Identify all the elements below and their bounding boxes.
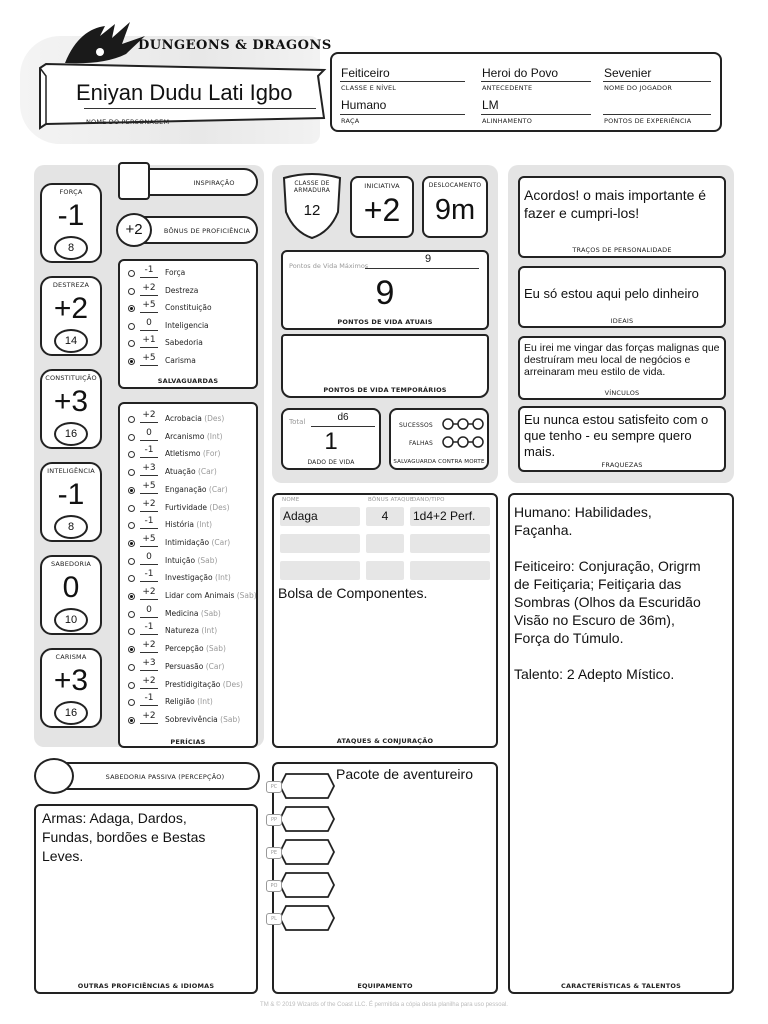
features-box bbox=[508, 493, 734, 994]
hp-max-value[interactable]: 9 bbox=[424, 253, 432, 265]
ability-modifier[interactable]: +2 bbox=[53, 292, 89, 325]
ability-label: CARISMA bbox=[55, 653, 87, 661]
saving-throw-value[interactable]: +2 bbox=[142, 282, 156, 293]
saving-throw-value[interactable]: +5 bbox=[142, 352, 156, 363]
death-saves-box bbox=[389, 408, 489, 470]
flaws-box bbox=[518, 406, 726, 472]
proficiency-dot-icon[interactable] bbox=[128, 358, 135, 365]
player-name-label: NOME DO JOGADOR bbox=[604, 84, 673, 92]
skill-attribute: (Int) bbox=[196, 520, 213, 530]
equipment-title: EQUIPAMENTO bbox=[357, 982, 413, 990]
skill-name: Atletismo bbox=[165, 449, 201, 459]
inspiration-label: INSPIRAÇÃO bbox=[193, 179, 235, 187]
coin-label: PP bbox=[266, 814, 282, 826]
bonds-text[interactable]: Eu irei me vingar das forças malignas que destruíram meu local de negócios e arreinaram meu estilo de vida. bbox=[524, 342, 720, 378]
skill-name: Lidar com Animais bbox=[165, 591, 235, 600]
character-name[interactable]: Eniyan Dudu Lati Igbo bbox=[76, 80, 293, 105]
temp-hit-points-box[interactable] bbox=[281, 334, 489, 398]
feature-line: Força do Túmulo. bbox=[514, 630, 624, 646]
skill-attribute: (Sab) bbox=[197, 555, 218, 565]
initiative-label: INICIATIVA bbox=[364, 182, 400, 190]
hp-max-line bbox=[365, 268, 479, 269]
ability-score[interactable]: 16 bbox=[54, 422, 88, 446]
player-name-line bbox=[603, 81, 711, 82]
attack-damage-text: 1d4+2 Perf. bbox=[413, 509, 476, 523]
skill-attribute: (Des) bbox=[204, 414, 225, 423]
attack-bonus[interactable] bbox=[366, 534, 404, 553]
background-value[interactable]: Heroi do Povo bbox=[482, 66, 559, 80]
proficiency-dot-icon[interactable] bbox=[128, 540, 135, 547]
race-line bbox=[340, 114, 465, 115]
feature-line bbox=[514, 539, 701, 557]
race-label: RAÇA bbox=[341, 117, 360, 125]
attack-name[interactable] bbox=[280, 534, 360, 553]
hit-dice-label: DADO DE VIDA bbox=[307, 459, 355, 466]
feature-line: Façanha. bbox=[514, 522, 573, 538]
coin-label: PL bbox=[266, 913, 282, 925]
skill-line bbox=[140, 511, 158, 512]
skill-line bbox=[140, 705, 158, 706]
proficiency-line: Leves. bbox=[42, 848, 84, 864]
saving-throw-line bbox=[140, 365, 158, 366]
class-level-label: CLASSE E NÍVEL bbox=[341, 84, 397, 92]
skill-name: Prestidigitação bbox=[165, 679, 221, 689]
attack-bonus[interactable] bbox=[366, 561, 404, 580]
flaws-text[interactable]: Eu nunca estou satisfeito com o que tenho - eu sempre quero mais. bbox=[524, 412, 709, 459]
flaws-label: FRAQUEZAS bbox=[601, 461, 643, 469]
saving-throw-name: Inteligencia bbox=[165, 320, 209, 330]
attacks-title: ATAQUES & CONJURAÇÃO bbox=[336, 737, 434, 745]
skill-attribute: (Int) bbox=[201, 626, 218, 636]
skill-attribute: (Int) bbox=[206, 431, 223, 441]
saving-throw-name: Sabedoria bbox=[165, 338, 203, 347]
feature-line: Talento: 2 Adepto Místico. bbox=[514, 666, 675, 682]
initiative-box bbox=[350, 176, 414, 238]
skill-value[interactable]: +2 bbox=[142, 675, 156, 686]
feature-line: de Feitiçaria; Feitiçaria das bbox=[514, 576, 682, 592]
ability-score[interactable]: 16 bbox=[54, 701, 88, 725]
proficiency-dot-icon[interactable] bbox=[128, 270, 135, 277]
saving-throw-name: Força bbox=[165, 268, 186, 277]
passive-wisdom-label: SABEDORIA PASSIVA (PERCEPÇÃO) bbox=[105, 773, 225, 781]
coin-hexagon-icon bbox=[278, 805, 336, 833]
proficiency-dot-icon[interactable] bbox=[128, 323, 135, 330]
death-success-circles-icon[interactable] bbox=[441, 417, 485, 431]
proficiency-label: BÔNUS DE PROFICIÊNCIA bbox=[163, 227, 251, 235]
skill-value[interactable]: +2 bbox=[142, 410, 156, 420]
saving-throw-name: Destreza bbox=[165, 285, 199, 295]
hp-temp-label: PONTOS DE VIDA TEMPORÁRIOS bbox=[323, 386, 447, 394]
saving-throw-value[interactable]: 0 bbox=[146, 317, 152, 328]
skill-line bbox=[140, 652, 158, 653]
death-fail-label: FALHAS bbox=[409, 440, 433, 447]
skill-value[interactable]: 0 bbox=[146, 551, 152, 562]
hp-max-label: Pontos de Vida Máximos bbox=[289, 262, 369, 270]
skill-line bbox=[140, 617, 158, 618]
bonds-label: VÍNCULOS bbox=[604, 389, 640, 397]
ability-label: CONSTITUIÇÃO bbox=[45, 374, 97, 382]
skill-value[interactable]: -1 bbox=[144, 569, 154, 580]
skill-line bbox=[140, 440, 158, 441]
skill-attribute: (Des) bbox=[209, 502, 230, 512]
ability-modifier[interactable]: 0 bbox=[62, 571, 80, 604]
alignment-line bbox=[481, 114, 591, 115]
initiative-value[interactable]: +2 bbox=[363, 192, 401, 228]
ability-label: FORÇA bbox=[59, 188, 83, 196]
skill-value[interactable]: -1 bbox=[144, 445, 154, 456]
saving-throw-name: Carisma bbox=[165, 355, 196, 365]
skill-line bbox=[140, 528, 158, 529]
personality-traits-label: TRAÇOS DE PERSONALIDADE bbox=[572, 246, 672, 254]
inspiration-value[interactable] bbox=[118, 162, 150, 200]
skill-name: Investigação bbox=[165, 573, 213, 583]
ability-score[interactable]: 14 bbox=[54, 329, 88, 353]
proficiency-dot-icon[interactable] bbox=[128, 340, 135, 347]
proficiency-dot-icon[interactable] bbox=[128, 664, 135, 671]
ideals-box bbox=[518, 266, 726, 328]
proficiency-box bbox=[136, 216, 258, 244]
features-title: CARACTERÍSTICAS & TALENTOS bbox=[561, 982, 681, 990]
skill-value[interactable]: +5 bbox=[142, 533, 156, 544]
ability-score[interactable]: 8 bbox=[54, 515, 88, 539]
footer-copyright: TM & © 2019 Wizards of the Coast LLC. É permitida a cópia desta planilha para uso pessoal. bbox=[260, 1002, 508, 1008]
equipment-text[interactable]: Pacote de aventureiro bbox=[336, 766, 473, 782]
saving-throw-line bbox=[140, 277, 158, 278]
skill-value[interactable]: +5 bbox=[142, 480, 156, 491]
skill-line bbox=[140, 475, 158, 476]
proficiency-dot-icon[interactable] bbox=[128, 558, 135, 565]
proficiency-dot-icon[interactable] bbox=[128, 288, 135, 295]
attack-bonus[interactable] bbox=[366, 507, 404, 526]
ability-score[interactable]: 8 bbox=[54, 236, 88, 260]
xp-label: PONTOS DE EXPERIÊNCIA bbox=[604, 117, 692, 125]
saving-throw-value[interactable]: -1 bbox=[144, 265, 154, 275]
skill-line bbox=[140, 688, 158, 689]
skill-attribute: (Car) bbox=[211, 537, 231, 547]
feature-line: Sombras (Olhos da Escuridão bbox=[514, 594, 701, 610]
skill-attribute: (For) bbox=[202, 449, 221, 459]
skills-title: PERÍCIAS bbox=[170, 738, 206, 746]
skill-line bbox=[140, 546, 158, 547]
feature-line: Humano: Habilidades, bbox=[514, 504, 652, 520]
logo-text: DUNGEONS & DRAGONS bbox=[138, 38, 332, 53]
attack-name[interactable] bbox=[280, 507, 360, 526]
armor-class-label: CLASSE DE ARMADURA bbox=[293, 180, 331, 194]
saving-throw-line bbox=[140, 330, 158, 331]
hit-dice-total-value[interactable]: d6 bbox=[337, 412, 349, 423]
features-text[interactable] bbox=[514, 503, 701, 683]
skill-name: Persuasão bbox=[165, 661, 204, 671]
hit-points-box bbox=[281, 250, 489, 330]
feature-line: Visão no Escuro de 36m), bbox=[514, 612, 675, 628]
xp-line bbox=[603, 114, 711, 115]
other-proficiencies-title: OUTRAS PROFICIÊNCIAS & IDIOMAS bbox=[77, 982, 215, 990]
proficiency-dot-icon[interactable] bbox=[128, 682, 135, 689]
saving-throw-name: Constituição bbox=[165, 303, 212, 312]
proficiency-dot-icon[interactable] bbox=[128, 487, 135, 494]
hit-dice-total-line bbox=[311, 426, 375, 427]
skill-name: Natureza bbox=[165, 626, 199, 636]
saving-throw-line bbox=[140, 347, 158, 348]
background-label: ANTECEDENTE bbox=[482, 84, 533, 92]
death-fail-circles-icon[interactable] bbox=[441, 435, 485, 449]
skill-attribute: (Int) bbox=[197, 697, 213, 707]
skill-attribute: (Car) bbox=[205, 661, 225, 671]
death-saves-label: SALVAGUARDA CONTRA MORTE bbox=[393, 459, 485, 465]
skill-attribute: (Car) bbox=[208, 484, 228, 494]
skill-line bbox=[140, 670, 158, 671]
coin-label: PC bbox=[266, 781, 282, 793]
proficiency-line: Armas: Adaga, Dardos, bbox=[42, 810, 187, 826]
skill-value[interactable]: -1 bbox=[144, 516, 154, 527]
personality-traits-text[interactable]: Acordos! o mais importante é fazer e cumpri-los! bbox=[524, 187, 707, 221]
personality-traits-box bbox=[518, 176, 726, 258]
skill-line bbox=[140, 564, 158, 565]
hit-dice-value[interactable]: 1 bbox=[324, 428, 338, 455]
skill-name: Religião bbox=[165, 697, 195, 707]
skill-value[interactable]: +2 bbox=[142, 587, 156, 597]
skill-name: Enganação bbox=[165, 484, 207, 494]
skill-line bbox=[140, 581, 158, 582]
hp-current-value[interactable]: 9 bbox=[375, 274, 395, 312]
skill-name: Furtividade bbox=[165, 502, 208, 512]
saving-throws-title: SALVAGUARDAS bbox=[157, 377, 219, 385]
skill-value[interactable]: +2 bbox=[142, 498, 156, 509]
character-name-label: NOME DO PERSONAGEM bbox=[86, 118, 170, 126]
skill-value[interactable]: -1 bbox=[144, 693, 154, 704]
ideals-label: IDEAIS bbox=[610, 317, 634, 325]
proficiency-dot-icon[interactable] bbox=[128, 505, 135, 512]
skill-value[interactable]: 0 bbox=[146, 604, 152, 615]
death-success-label: SUCESSOS bbox=[399, 422, 433, 429]
skill-value[interactable]: -1 bbox=[144, 622, 154, 633]
class-level-value[interactable]: Feiticeiro bbox=[341, 66, 390, 80]
attack-notes[interactable]: Bolsa de Componentes. bbox=[278, 585, 428, 601]
coin-label: PO bbox=[266, 880, 282, 892]
skill-value[interactable]: +3 bbox=[142, 657, 156, 668]
skill-attribute: (Int) bbox=[215, 573, 231, 583]
attacks-box bbox=[272, 493, 498, 748]
skill-attribute: (Sab) bbox=[206, 644, 226, 654]
proficiency-dot-icon[interactable] bbox=[128, 717, 135, 724]
skill-attribute: (Car) bbox=[198, 467, 217, 477]
skill-attribute: (Sab) bbox=[200, 608, 221, 618]
saving-throw-line bbox=[140, 312, 158, 313]
attack-name[interactable] bbox=[280, 561, 360, 580]
proficiency-value[interactable]: +2 bbox=[116, 213, 152, 247]
alignment-label: ALINHAMENTO bbox=[482, 117, 533, 125]
bonds-box bbox=[518, 336, 726, 400]
speed-label: DESLOCAMENTO bbox=[428, 182, 482, 189]
proficiency-dot-icon[interactable] bbox=[128, 593, 135, 600]
attack-name-text: Adaga bbox=[283, 509, 318, 523]
skill-attribute: (Sab) bbox=[220, 714, 241, 724]
coin-hexagon-icon bbox=[278, 772, 336, 800]
skill-value[interactable]: +2 bbox=[142, 710, 156, 721]
class-level-line bbox=[340, 81, 465, 82]
hp-current-label: PONTOS DE VIDA ATUAIS bbox=[337, 318, 433, 326]
attack-damage[interactable] bbox=[410, 507, 490, 526]
ability-score[interactable]: 10 bbox=[54, 608, 88, 632]
dragon-logo-icon bbox=[60, 18, 150, 68]
attack-col-damage: DANO/TIPO bbox=[412, 497, 445, 503]
saving-throw-value[interactable]: +5 bbox=[142, 300, 156, 310]
skill-value[interactable]: 0 bbox=[146, 427, 152, 438]
passive-wisdom-value[interactable] bbox=[34, 758, 74, 794]
coin-label: PE bbox=[266, 847, 282, 859]
coin-hexagon-icon bbox=[278, 838, 336, 866]
other-proficiencies-box bbox=[34, 804, 258, 994]
skill-name: Atuação bbox=[165, 467, 196, 477]
saving-throw-line bbox=[140, 295, 158, 296]
hit-dice-box bbox=[281, 408, 381, 470]
ability-modifier[interactable]: -1 bbox=[57, 478, 85, 511]
coin-hexagon-icon bbox=[278, 904, 336, 932]
skill-name: Intimidação bbox=[165, 537, 210, 547]
proficiency-dot-icon[interactable] bbox=[128, 611, 135, 618]
background-line bbox=[481, 81, 591, 82]
other-proficiencies-text[interactable] bbox=[42, 809, 205, 866]
attack-damage[interactable] bbox=[410, 561, 490, 580]
skill-attribute: (Sab) bbox=[236, 591, 257, 600]
skill-line bbox=[140, 634, 158, 635]
speed-box bbox=[422, 176, 488, 238]
skill-name: Intuição bbox=[165, 555, 196, 565]
hit-dice-total-label: Total bbox=[289, 418, 306, 426]
skill-name: Medicina bbox=[165, 608, 199, 618]
skill-line bbox=[140, 493, 158, 494]
speed-value[interactable]: 9m bbox=[434, 194, 476, 226]
attack-col-name: NOME bbox=[282, 497, 300, 503]
ideals-text[interactable]: Eu só estou aqui pelo dinheiro bbox=[524, 286, 699, 301]
alignment-value[interactable]: LM bbox=[482, 98, 499, 112]
skill-name: História bbox=[165, 520, 194, 530]
ability-label: DESTREZA bbox=[52, 281, 90, 289]
proficiency-dot-icon[interactable] bbox=[128, 305, 135, 312]
armor-class-value[interactable]: 12 bbox=[303, 202, 321, 219]
passive-wisdom-box bbox=[50, 762, 260, 790]
skill-value[interactable]: +3 bbox=[142, 463, 156, 474]
feature-line bbox=[514, 647, 701, 665]
inspiration-box bbox=[146, 168, 258, 196]
skill-value[interactable]: +2 bbox=[142, 640, 156, 651]
skill-line bbox=[140, 422, 158, 423]
skill-line bbox=[140, 723, 158, 724]
saving-throw-value[interactable]: +1 bbox=[142, 335, 156, 345]
skill-name: Arcanismo bbox=[165, 431, 205, 441]
attack-damage[interactable] bbox=[410, 534, 490, 553]
skill-name: Acrobacia bbox=[165, 414, 202, 423]
character-name-line bbox=[84, 108, 316, 109]
skill-name: Percepção bbox=[165, 644, 204, 654]
ability-label: INTELIGÊNCIA bbox=[47, 467, 95, 475]
player-name-value[interactable]: Sevenier bbox=[604, 66, 652, 80]
skill-attribute: (Des) bbox=[222, 679, 243, 689]
ability-modifier[interactable]: +3 bbox=[53, 664, 89, 697]
feature-line: Feiticeiro: Conjuração, Origrm bbox=[514, 558, 701, 574]
race-value[interactable]: Humano bbox=[341, 98, 387, 112]
ability-modifier[interactable]: +3 bbox=[53, 385, 89, 418]
ability-modifier[interactable]: -1 bbox=[57, 199, 85, 232]
skill-name: Sobrevivência bbox=[165, 714, 218, 724]
ability-label: SABEDORIA bbox=[50, 560, 92, 568]
skill-line bbox=[140, 599, 158, 600]
skill-line bbox=[140, 457, 158, 458]
coin-hexagon-icon bbox=[278, 871, 336, 899]
proficiency-dot-icon[interactable] bbox=[128, 434, 135, 441]
attack-bonus-text: 4 bbox=[381, 509, 389, 523]
proficiency-line: Fundas, bordões e Bestas bbox=[42, 829, 206, 845]
attack-col-bonus: BÔNUS ATAQUE bbox=[368, 497, 414, 503]
proficiency-dot-icon[interactable] bbox=[128, 416, 135, 423]
